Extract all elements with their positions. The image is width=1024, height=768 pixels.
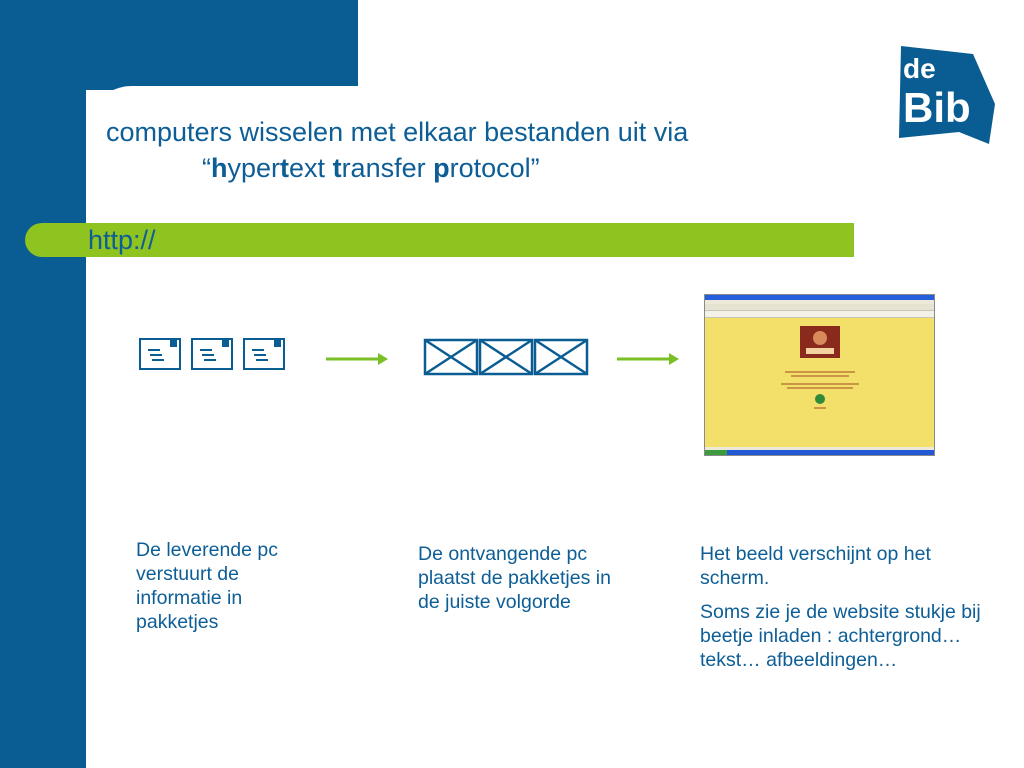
title-segment: rotocol	[449, 153, 531, 183]
envelope-icons	[423, 337, 589, 377]
title-segment: yper	[227, 153, 281, 183]
title-line-1: computers wisselen met elkaar bestanden uit via	[106, 117, 689, 147]
title-segment: t	[332, 153, 342, 183]
document-icons	[138, 337, 288, 371]
browser-toolbar	[705, 304, 934, 311]
website-screenshot	[704, 294, 935, 456]
step-2-caption: De ontvangende pc plaatst de pakketjes in de juiste volgorde	[418, 543, 611, 613]
step-3-paragraph-2: Soms zie je de website stukje bij beetje inladen : achtergrond… tekst… afbeeldingen…	[700, 601, 981, 671]
title-segment: “	[202, 153, 211, 183]
title-segment: ”	[530, 153, 540, 183]
taskbar	[705, 450, 934, 455]
title-segment: ransfer	[341, 153, 434, 183]
step-3-caption	[700, 542, 1000, 682]
title-segment: t	[280, 153, 290, 183]
webpage-content	[705, 318, 934, 448]
logo-text-bib: Bib	[903, 84, 971, 131]
slide-title	[106, 114, 688, 186]
title-segment: p	[433, 153, 450, 183]
blue-left-band	[0, 0, 86, 768]
webpage-graphics	[705, 318, 934, 448]
browser-addressbar	[705, 311, 934, 318]
arrow-right-icon	[617, 353, 679, 365]
webpage-button-image	[815, 394, 825, 404]
step-3-paragraph-1: Het beeld verschijnt op het scherm.	[700, 543, 931, 589]
title-segment: ext	[289, 153, 333, 183]
envelope-icon	[535, 340, 587, 374]
webpage-character-image	[813, 331, 827, 345]
start-button	[705, 450, 727, 455]
envelope-icon	[480, 340, 532, 374]
title-segment: h	[211, 153, 228, 183]
envelope-icon	[425, 340, 477, 374]
arrow-right-icon	[326, 353, 388, 365]
step-1-caption: De leverende pc verstuurt de informatie in pakketjes	[136, 539, 279, 633]
section-label: http://	[88, 225, 156, 255]
title-line-2	[106, 150, 688, 186]
de-bib-logo	[895, 42, 1000, 146]
logo-text-de: de	[903, 53, 936, 84]
